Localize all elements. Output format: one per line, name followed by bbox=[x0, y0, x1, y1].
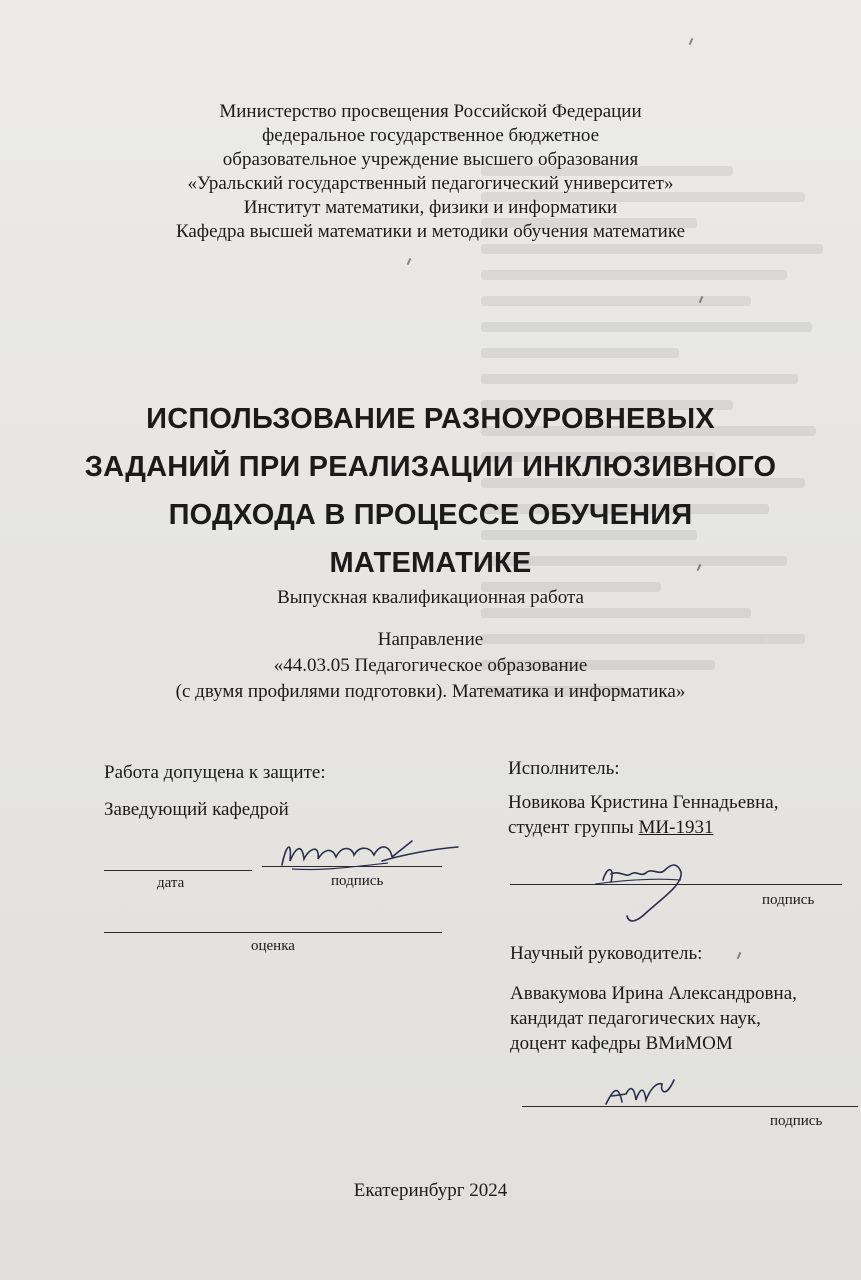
supervisor-signature-line bbox=[522, 1106, 858, 1107]
student-group bbox=[508, 817, 713, 839]
study-direction bbox=[0, 627, 861, 705]
executor-label: Исполнитель: bbox=[508, 758, 620, 779]
direction-profiles: (с двумя профилями подготовки). Математика и информатика» bbox=[175, 681, 686, 702]
direction-label: Направление bbox=[377, 629, 484, 650]
head-of-department-label: Заведующий кафедрой bbox=[104, 799, 289, 820]
ministry-line: Министерство просвещения Российской Федерации bbox=[219, 101, 642, 122]
thesis-title bbox=[0, 395, 861, 587]
institute-line: Институт математики, физики и информатики bbox=[243, 197, 618, 218]
work-type: Выпускная квалификационная работа bbox=[277, 587, 584, 608]
institution-header bbox=[0, 100, 861, 244]
supervisor-label: Научный руководитель: bbox=[510, 943, 703, 964]
group-number: МИ-1931 bbox=[638, 817, 714, 838]
paper-speck bbox=[737, 952, 742, 959]
title-line: ЗАДАНИЙ ПРИ РЕАЛИЗАЦИИ ИНКЛЮЗИВНОГО bbox=[84, 451, 777, 483]
executor-signature-line bbox=[510, 884, 842, 885]
supervisor-position: доцент кафедры ВМиМОМ bbox=[510, 1033, 733, 1054]
title-line: ИСПОЛЬЗОВАНИЕ РАЗНОУРОВНЕВЫХ bbox=[146, 403, 715, 435]
grade-line bbox=[104, 932, 442, 933]
executor-signature-caption: подпись bbox=[762, 892, 815, 908]
supervisor-signature-caption: подпись bbox=[770, 1113, 823, 1129]
supervisor-degree: кандидат педагогических наук, bbox=[510, 1008, 761, 1029]
date-caption: дата bbox=[157, 875, 185, 891]
direction-code: «44.03.05 Педагогическое образование bbox=[273, 655, 588, 676]
supervisor-name: Аввакумова Ирина Александровна, bbox=[510, 983, 797, 1004]
student-group-label: студент группы bbox=[508, 817, 634, 838]
university-line: «Уральский государственный педагогический университет» bbox=[187, 173, 674, 194]
paper-speck bbox=[689, 38, 694, 45]
date-line bbox=[104, 870, 252, 871]
department-line: Кафедра высшей математики и методики обучения математике bbox=[175, 221, 686, 242]
signature-caption: подпись bbox=[331, 873, 384, 889]
institution-type-line: федеральное государственное бюджетное bbox=[261, 125, 600, 146]
title-line: ПОДХОДА В ПРОЦЕССЕ ОБУЧЕНИЯ bbox=[168, 499, 693, 531]
paper-speck bbox=[407, 258, 412, 265]
grade-caption: оценка bbox=[251, 938, 295, 954]
city-year: Екатеринбург 2024 bbox=[353, 1180, 508, 1201]
executor-name: Новикова Кристина Геннадьевна, bbox=[508, 792, 779, 813]
executor-signature bbox=[585, 852, 695, 932]
title-line: МАТЕМАТИКЕ bbox=[329, 547, 532, 579]
admitted-label: Работа допущена к защите: bbox=[104, 762, 326, 783]
education-line: образовательное учреждение высшего образования bbox=[222, 149, 639, 170]
